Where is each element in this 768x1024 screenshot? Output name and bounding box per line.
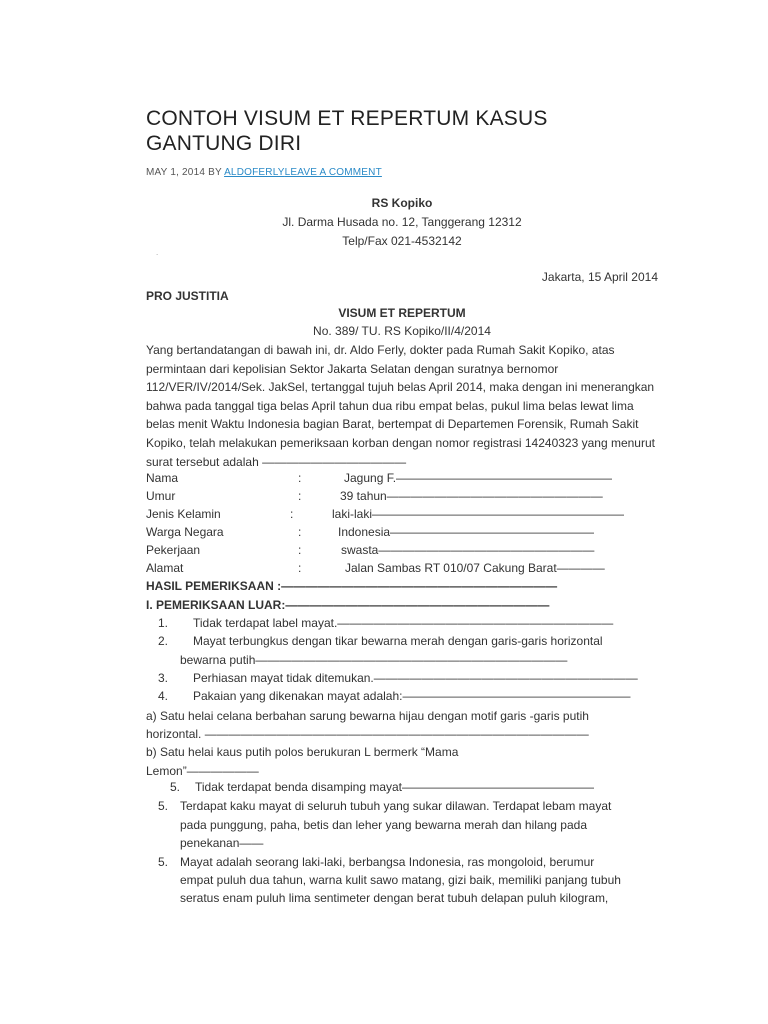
- identity-label: Umur: [146, 489, 176, 503]
- clothing-item-b-cont: Lemon”——————: [146, 764, 259, 778]
- document-number: No. 389/ TU. RS Kopiko/II/4/2014: [313, 324, 491, 338]
- item-number: 5.: [170, 780, 181, 794]
- item-number: 1.: [158, 616, 169, 630]
- leave-comment-link[interactable]: LEAVE A COMMENT: [284, 167, 382, 178]
- item-text: seratus enam puluh lima sentimeter dengan berat tubuh delapan puluh kilogram,: [180, 891, 609, 905]
- intro-paragraph: Yang bertandatangan di bawah ini, dr. Aldo Ferly, dokter pada Rumah Sakit Kopiko, atas permintaan dari kepolisian Sektor Jakarta Selatan dengan suratnya bernomor 112/VER/IV/2014/Sek. JakSel, tertanggal tujuh belas April 2014, maka dengan ini menerangkan bahwa pada tanggal tiga belas April tahun dua ribu empat belas, pukul lima belas lewat lima belas menit Waktu Indonesia bagian Barat, bertempat di Departemen Forensik, Rumah Sakit Kopiko, telah melakukan pemeriksaan korban dengan nomor registrasi 14240323 yang menurut surat tersebut adalah ————————————: [146, 343, 655, 469]
- section-pemeriksaan-luar: I. PEMERIKSAAN LUAR:——————————————————————: [146, 598, 550, 612]
- identity-colon: :: [298, 525, 302, 539]
- article-title: CONTOH VISUM ET REPERTUM KASUS GANTUNG DIRI: [146, 107, 548, 155]
- clothing-item-a-cont: horizontal. ————————————————————————————————: [146, 727, 589, 741]
- identity-value: laki-laki—————————————————————: [332, 507, 625, 521]
- item-text: pada punggung, paha, betis dan leher yang bewarna merah dan hilang pada: [180, 818, 587, 832]
- item-number: 5.: [158, 799, 169, 813]
- item-text: Tidak terdapat label mayat.———————————————————————: [193, 616, 614, 630]
- place-date: Jakarta, 15 April 2014: [541, 270, 658, 284]
- item-text: bewarna putih——————————————————————————: [180, 653, 568, 667]
- identity-label: Jenis Kelamin: [146, 507, 221, 521]
- post-meta: [146, 167, 382, 178]
- clothing-item-a: a) Satu helai celana berbahan sarung bewarna hijau dengan motif garis -garis putih: [146, 709, 589, 723]
- post-date: MAY 1, 2014 BY: [146, 167, 225, 178]
- identity-colon: :: [298, 561, 302, 575]
- item-number: 3.: [158, 671, 169, 685]
- item-number: 5.: [158, 855, 169, 869]
- identity-label: Pekerjaan: [146, 543, 201, 557]
- identity-label: Warga Negara: [146, 525, 224, 539]
- identity-value: swasta——————————————————: [341, 543, 595, 557]
- identity-label: Alamat: [146, 561, 184, 575]
- identity-label: Nama: [146, 471, 179, 485]
- author-link[interactable]: ALDOFERLY: [224, 167, 285, 178]
- item-number: 4.: [158, 689, 169, 703]
- hospital-name: RS Kopiko: [371, 196, 433, 210]
- document-title: VISUM ET REPERTUM: [338, 306, 466, 320]
- clothing-item-b: b) Satu helai kaus putih polos berukuran L bermerk “Mama: [146, 745, 459, 759]
- pro-justitia: PRO JUSTITIA: [146, 289, 229, 303]
- identity-value: Jagung F.——————————————————: [344, 471, 613, 485]
- item-text: empat puluh dua tahun, warna kulit sawo matang, gizi baik, memiliki panjang tubuh: [180, 873, 621, 887]
- identity-value: Indonesia—————————————————: [338, 525, 595, 539]
- hospital-address: Jl. Darma Husada no. 12, Tanggerang 12312: [282, 215, 522, 229]
- hospital-phone: Telp/Fax 021-4532142: [342, 234, 462, 248]
- item-text: Mayat terbungkus dengan tikar bewarna merah dengan garis-garis horizontal: [193, 634, 603, 648]
- section-hasil-pemeriksaan: HASIL PEMERIKSAAN :———————————————————————: [146, 579, 558, 593]
- item-text: Perhiasan mayat tidak ditemukan.——————————————————————: [193, 671, 638, 685]
- stray-mark: .: [156, 248, 159, 257]
- identity-value: 39 tahun——————————————————: [340, 489, 603, 503]
- item-number: 2.: [158, 634, 169, 648]
- identity-colon: :: [298, 489, 302, 503]
- identity-colon: :: [298, 543, 302, 557]
- identity-colon: :: [290, 507, 294, 521]
- item-text: penekanan——: [180, 836, 264, 850]
- item-text: Terdapat kaku mayat di seluruh tubuh yang sukar dilawan. Terdapat lebam mayat: [180, 799, 612, 813]
- identity-colon: :: [298, 471, 302, 485]
- identity-value: Jalan Sambas RT 010/07 Cakung Barat————: [345, 561, 605, 575]
- item-text: Pakaian yang dikenakan mayat adalah:———————————————————: [193, 689, 631, 703]
- item-text: Mayat adalah seorang laki-laki, berbangsa Indonesia, ras mongoloid, berumur: [180, 855, 595, 869]
- item-text: Tidak terdapat benda disamping mayat————————————————: [195, 780, 595, 794]
